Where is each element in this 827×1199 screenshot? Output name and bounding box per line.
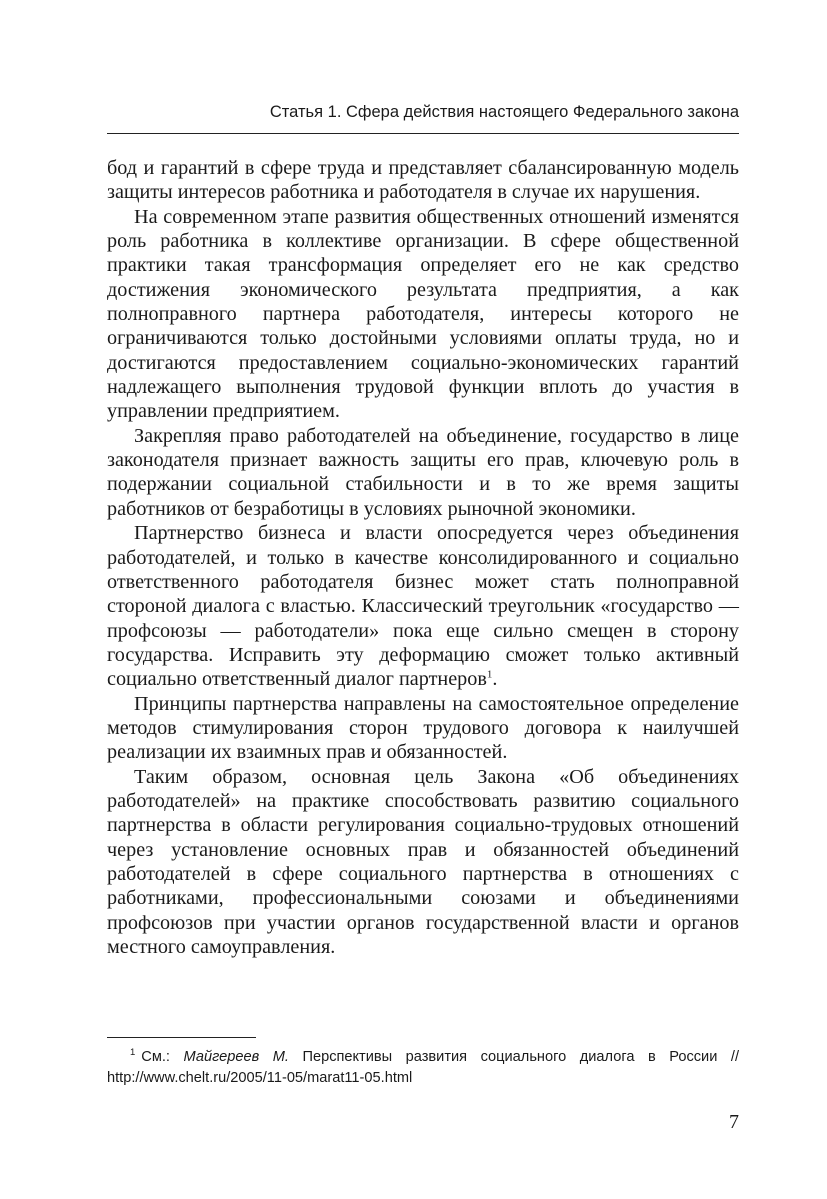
footnote: [107, 1047, 739, 1088]
footnote-rule: [107, 1037, 256, 1038]
page-number: 7: [729, 1111, 739, 1133]
running-title: Статья 1. Сфера действия настоящего Федерального закона: [269, 103, 739, 121]
paragraph-end-punctuation: .: [492, 668, 498, 691]
footnote-author: Майгереев М.: [183, 1049, 289, 1065]
footnote-reference[interactable]: 1: [486, 668, 493, 681]
header-rule: [107, 133, 739, 134]
paragraph-text: Партнерство бизнеса и власти опосредуется через объединения работодателей, и только в качестве консолидированного и социально ответственного работодателя бизнес может стать полноправной стороной диалога с властью. Классический треугольник «государство — профсоюзы — работодатели» пока еще сильно смещен в сторону государства. Исправить эту деформацию сможет только активный социально ответственный диалог партнеров: [107, 522, 739, 691]
footnote-title: Перспективы развития социального диалога в России // http://www.chelt.ru/2005/11-05/marat11-05.html: [107, 1049, 740, 1086]
footnote-marker: 1: [130, 1047, 136, 1059]
paragraph: Таким образом, основная цель Закона «Об объединениях работодателей» на практике способствовать развитию социального партнерства в области регулирования социально-трудовых отношений через установление основных прав и обязанностей объединений работодателей в сфере социального партнерства в отношениях с работниками, профессиональными союзами и объединениями профсоюзов при участии органов государственной власти и органов местного самоуправления.: [107, 765, 739, 958]
paragraph: Принципы партнерства направлены на самостоятельное определение методов стимулирования сторон трудового договора к наилучшей реализации их взаимных прав и обязанностей.: [107, 692, 739, 764]
paragraph: Закрепляя право работодателей на объединение, государство в лице законодателя признает важность защиты его прав, ключевую роль в подержании социальной стабильности и в то же время защиты работников от безработицы в условиях рыночной экономики.: [107, 424, 739, 520]
running-header: [107, 100, 739, 124]
main-text: [107, 156, 739, 959]
paragraph: На современном этапе развития общественных отношений изменятся роль работника в коллективе организации. В сфере общественной практики такая трансформация определяет его не как средство достижения экономического результата предприятия, а как полноправного партнера работодателя, интересы которого не ограничиваются только достойными условиями оплаты труда, но и достигаются предоставлением социально-экономических гарантий надлежащего выполнения трудовой функции вплоть до участия в управлении предприятием.: [107, 205, 739, 423]
footnote-prefix: См.:: [141, 1049, 184, 1065]
paragraph-with-footnote: [107, 521, 739, 691]
paragraph-continued: бод и гарантий в сфере труда и представляет сбалансированную модель защиты интересов работника и работодателя в случае их нарушения.: [107, 157, 739, 204]
